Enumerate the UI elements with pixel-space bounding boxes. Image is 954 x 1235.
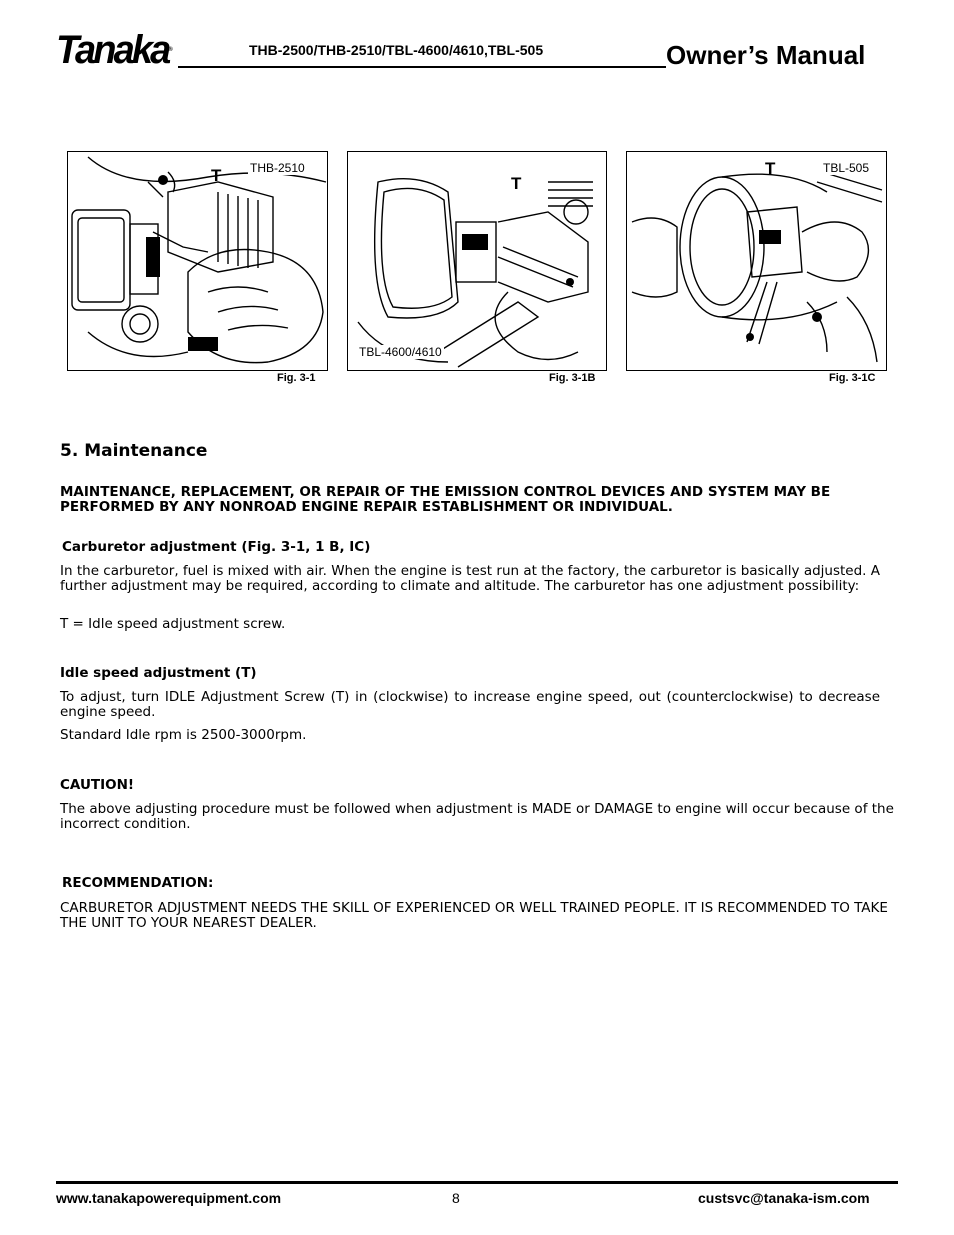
section-title: 5. Maintenance <box>60 441 208 461</box>
carburetor-adjustment-heading: Carburetor adjustment (Fig. 3-1, 1 B, IC) <box>62 539 371 555</box>
figure-caption: Fig. 3-1B <box>549 372 596 384</box>
idle-speed-text: To adjust, turn IDLE Adjustment Screw (T) in (clockwise) to increase engine speed, out (counterclockwise) to decrease engine speed. <box>60 689 880 720</box>
model-numbers: THB-2500/THB-2510/TBL-4600/4610,TBL-505 <box>249 42 544 58</box>
t-marker: T <box>765 159 776 178</box>
carburetor-illustration-thb-2510 <box>68 152 327 370</box>
t-marker: T <box>211 166 222 185</box>
email-link[interactable]: custsvc@tanaka-ism.com <box>698 1190 870 1206</box>
page-header <box>56 28 896 76</box>
website-link[interactable]: www.tanakapowerequipment.com <box>56 1190 282 1206</box>
emission-notice: MAINTENANCE, REPLACEMENT, OR REPAIR OF THE EMISSION CONTROL DEVICES AND SYSTEM MAY BE PERFORMED BY ANY NONROAD ENGINE REPAIR ESTABLISHMENT OR INDIVIDUAL. <box>60 484 831 515</box>
caution-text: The above adjusting procedure must be followed when adjustment is MADE or DAMAGE to engine will occur because of the incorrect condition. <box>60 801 894 832</box>
registered-mark: ® <box>168 47 173 53</box>
idle-speed-heading: Idle speed adjustment (T) <box>60 665 257 681</box>
recommendation-text: CARBURETOR ADJUSTMENT NEEDS THE SKILL OF EXPERIENCED OR WELL TRAINED PEOPLE. IT IS RECOMMENDED TO TAKE THE UNIT TO YOUR NEAREST DEALER. <box>60 900 888 931</box>
page-number: 8 <box>452 1190 460 1206</box>
figure-model-label: TBL-4600/4610 <box>359 345 442 359</box>
standard-idle-rpm: Standard Idle rpm is 2500-3000rpm. <box>60 727 307 743</box>
figure-caption: Fig. 3-1 <box>277 372 316 384</box>
figure-model-label: THB-2510 <box>250 161 305 175</box>
caution-heading: CAUTION! <box>60 777 135 793</box>
figure-tbl-505 <box>626 151 887 371</box>
t-marker: T <box>511 174 522 193</box>
figure-thb-2510 <box>67 151 328 371</box>
recommendation-heading: RECOMMENDATION: <box>62 875 214 891</box>
figure-model-label: TBL-505 <box>823 161 870 175</box>
tanaka-logo <box>56 30 173 70</box>
t-definition: T = Idle speed adjustment screw. <box>60 616 286 632</box>
figure-tbl-4600 <box>347 151 607 371</box>
manual-title: Owner’s Manual <box>666 40 866 70</box>
logo-text: Tanaka <box>56 28 169 72</box>
carburetor-adjustment-text: In the carburetor, fuel is mixed with air. When the engine is test run at the factory, the carburetor is basically adjusted. A further adjustment may be required, according to climate and altitude. The carburetor has one adjustment possibility: <box>60 563 880 594</box>
carburetor-illustration-tbl-4600 <box>348 152 606 370</box>
footer-rule <box>56 1181 898 1184</box>
figure-caption: Fig. 3-1C <box>829 372 876 384</box>
header-rule <box>178 66 666 68</box>
carburetor-illustration-tbl-505 <box>627 152 886 370</box>
